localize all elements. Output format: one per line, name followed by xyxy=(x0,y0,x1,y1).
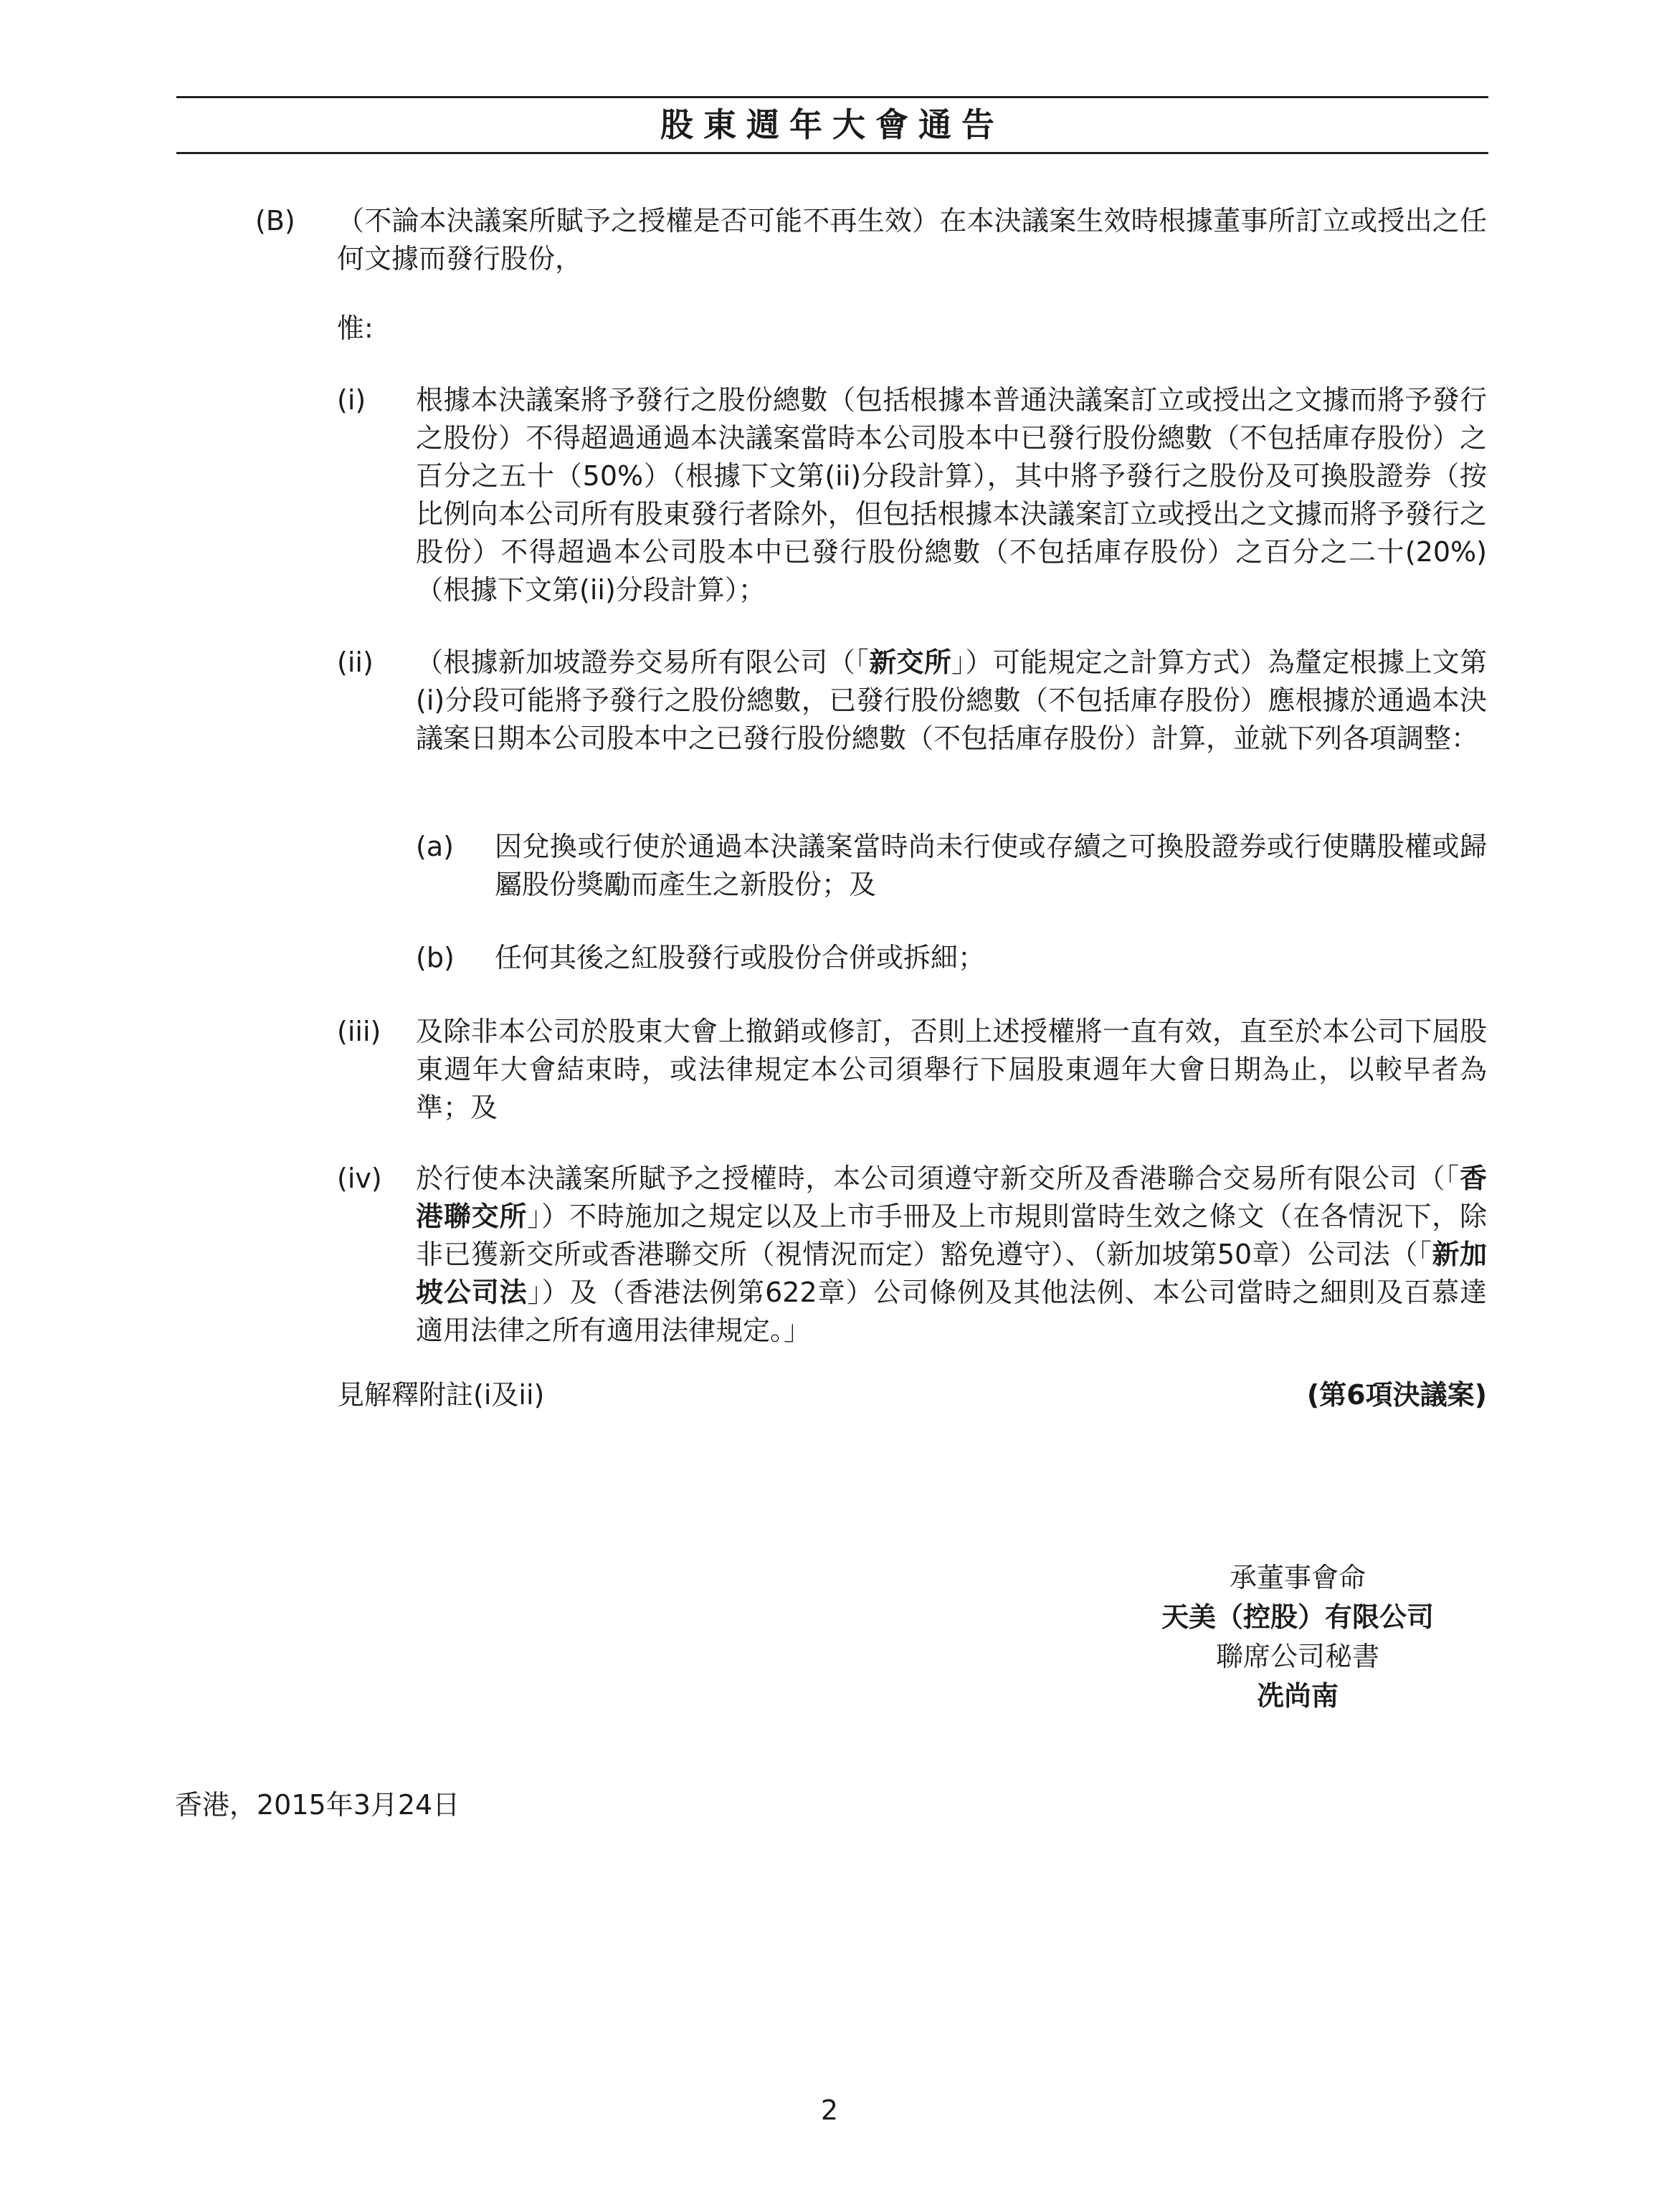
item-i-label: (i) xyxy=(337,384,366,416)
section-b-label: (B) xyxy=(255,205,295,237)
item-i-text: 根據本決議案將予發行之股份總數（包括根據本普通決議案訂立或授出之文據而將予發行之股份）不得超過通過本決議案當時本公司股本中已發行股份總數（不包括庫存股份）之百分之五十（50%）（根據下文第(ii)分段計算），其中將予發行之股份及可換股證券（按比例向本公司所有股東發行者除外，但包括根據本決議案訂立或授出之文據而將予發行之股份）不得超過本公司股本中已發行股份總數（不包括庫存股份）之百分之二十(20%)（根據下文第(ii)分段計算）； xyxy=(416,384,1487,606)
item-ii-label: (ii) xyxy=(337,647,374,678)
by-order-of-board: 承董事會命 xyxy=(1229,1562,1366,1593)
item-ii-text xyxy=(416,644,1487,758)
item-iv-text-part2: 」）不時施加之規定以及上市手冊及上市規則當時生效之條文（在各情況下，除非已獲新交所或香港聯交所（視情況而定）豁免遵守）、（新加坡第50章）公司法（「 xyxy=(416,1201,1487,1270)
item-iv-label: (iv) xyxy=(337,1163,382,1194)
page-title: 股東週年大會通告 xyxy=(660,105,1004,144)
item-iv-text xyxy=(416,1160,1487,1350)
defined-term-singapore-companies-act: 新加坡公司法 xyxy=(416,1239,1487,1308)
item-ii-text-part2: 」）可能規定之計算方式）為釐定根據上文第(i)分段可能將予發行之股份總數，已發行股份總數（不包括庫存股份）應根據於通過本決議案日期本公司股本中之已發行股份總數（不包括庫存股份）計算，並就下列各項調整： xyxy=(416,647,1487,754)
sub-b-text: 任何其後之紅股發行或股份合併或拆細； xyxy=(495,942,986,973)
page-number: 2 xyxy=(820,2094,839,2126)
resolution-number: (第6項決議案) xyxy=(1306,1379,1487,1411)
header-rule-bottom xyxy=(176,152,1488,154)
item-iii-label: (iii) xyxy=(337,1016,381,1047)
company-name: 天美（控股）有限公司 xyxy=(1161,1601,1434,1633)
item-ii-text-part1: （根據新加坡證券交易所有限公司（「 xyxy=(416,647,870,678)
item-iv-text-part1: 於行使本決議案所賦予之授權時，本公司須遵守新交所及香港聯合交易所有限公司（「 xyxy=(416,1163,1460,1194)
explanatory-note-ref: 見解釋附註(i及ii) xyxy=(337,1379,545,1411)
sub-a-text: 因兌換或行使於通過本決議案當時尚未行使或存續之可換股證券或行使購股權或歸屬股份獎勵而產生之新股份；及 xyxy=(495,831,1487,900)
sub-b-label: (b) xyxy=(416,942,455,973)
item-iii-text: 及除非本公司於股東大會上撤銷或修訂，否則上述授權將一直有效，直至於本公司下屆股東週年大會結束時，或法律規定本公司須舉行下屆股東週年大會日期為止，以較早者為準；及 xyxy=(416,1016,1487,1123)
signatory-role: 聯席公司秘書 xyxy=(1215,1641,1379,1672)
item-iv-text-part3: 」）及（香港法例第622章）公司條例及其他法例、本公司當時之細則及百慕達適用法律之所有適用法律規定。」 xyxy=(416,1277,1487,1346)
section-b-text: （不論本決議案所賦予之授權是否可能不再生效）在本決議案生效時根據董事所訂立或授出之任何文據而發行股份， xyxy=(337,205,1487,275)
signatory-name: 冼尚南 xyxy=(1256,1680,1339,1712)
sub-a-label: (a) xyxy=(416,831,454,862)
defined-term-sgx: 新交所 xyxy=(869,647,952,678)
signature-block xyxy=(1147,1558,1448,1716)
proviso-label: 惟: xyxy=(337,313,374,344)
place-date: 香港，2015年3月24日 xyxy=(175,1789,460,1821)
defined-term-hkex: 香港聯交所 xyxy=(416,1163,1487,1232)
header-rule-top xyxy=(176,96,1488,98)
